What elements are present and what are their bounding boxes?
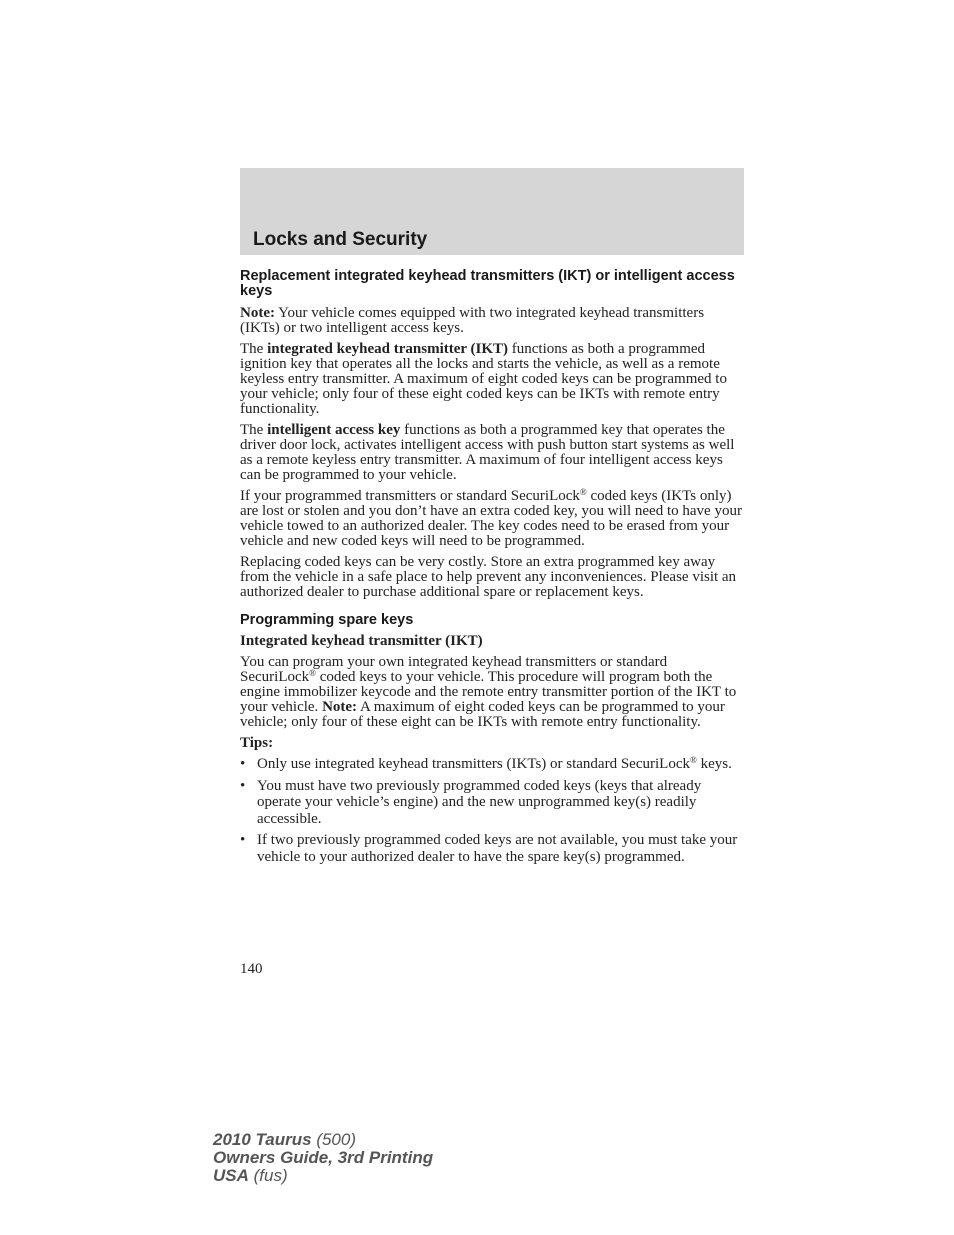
footer-line-printing: Owners Guide, 3rd Printing (213, 1148, 434, 1167)
registered-mark: ® (689, 755, 697, 765)
paragraph-lost-keys (240, 489, 746, 549)
subheading-text: Integrated keyhead transmitter (IKT) (240, 633, 483, 649)
paragraph-text: coded keys (IKTs only) are lost or stolen and you don’t have an extra coded key, you will need to have your vehicle towed to an authorized dealer. The key codes need to be erased from your vehicle and new coded keys will need to be programmed. (240, 488, 742, 549)
paragraph-text: A maximum of eight coded keys can be programmed to your vehicle; only four of these eight can be IKTs with remote entry functionality. (240, 699, 725, 730)
paragraph-intelligent-access (240, 423, 746, 483)
footer-line-market (213, 1167, 433, 1185)
footer-model-code: (500) (311, 1130, 357, 1149)
list-item (240, 832, 746, 865)
paragraph-text: functions as both a programmed key that operates the driver door lock, activates intelligent access with push button start systems as well as a remote keyless entry transmitter. A maximum of four intelligent access keys can be programmed to your vehicle. (240, 422, 735, 483)
section-title: Locks and Security (253, 229, 428, 250)
footer-market: USA (213, 1166, 249, 1185)
footer-line-model (213, 1131, 433, 1149)
paragraph-text: You can program your own integrated keyhead transmitters or standard SecuriLock (240, 654, 668, 685)
tips-list (240, 756, 746, 865)
tip-text: If two previously programmed coded keys are not available, you must take your vehicle to your authorized dealer to have the spare key(s) programmed. (257, 832, 738, 865)
tip-text: keys. (696, 756, 732, 772)
ikt-subheading (240, 634, 746, 649)
paragraph-replacing-keys: Replacing coded keys can be very costly. Store an extra programmed key away from the vehicle in a safe place to help prevent any inconveniences. Please visit an authorized dealer to purchase additional spare or replacement keys. (240, 554, 737, 600)
programming-spare-keys-heading: Programming spare keys (240, 612, 414, 628)
footer-model: 2010 Taurus (213, 1130, 312, 1149)
bold-term: intelligent access key (267, 422, 401, 438)
section-header-band (240, 168, 744, 255)
paragraph-text: coded keys to your vehicle. This procedure will program both the engine immobilizer keycode and the remote entry transmitter portion of the IKT to your vehicle. (240, 669, 737, 715)
paragraph-text: If your programmed transmitters or standard SecuriLock (240, 488, 580, 504)
tip-text: Only use integrated keyhead transmitters (IKTs) or standard SecuriLock (257, 756, 690, 772)
page-content (240, 269, 746, 870)
bullet: • (240, 756, 246, 772)
paragraph-note-keys (240, 306, 746, 336)
paragraph-text: functions as both a programmed ignition key that operates all the locks and starts the vehicle, as well as a remote keyless entry transmitter. A maximum of eight coded keys can be programmed to your vehicle; only four of these eight coded keys can be IKTs with remote entry functionality. (240, 341, 727, 417)
registered-mark: ® (309, 668, 316, 678)
bullet: • (240, 832, 246, 848)
list-item (240, 778, 746, 828)
paragraph-ikt (240, 342, 746, 417)
tips-label: Tips: (240, 735, 274, 751)
paragraph-text: Your vehicle comes equipped with two integrated keyhead transmitters (IKTs) or two intelligent access keys. (240, 305, 705, 336)
footer-market-code: (fus) (248, 1166, 288, 1185)
bold-term: integrated keyhead transmitter (IKT) (267, 341, 509, 357)
paragraph-text: The (240, 341, 268, 357)
tip-text: You must have two previously programmed coded keys (keys that already operate your vehicle’s engine) and the new unprogrammed key(s) readily accessible. (257, 777, 702, 827)
paragraph-program-own-keys (240, 655, 746, 730)
paragraph-text: The (240, 422, 268, 438)
registered-mark: ® (579, 487, 587, 497)
list-item (240, 756, 746, 773)
bullet: • (240, 777, 246, 794)
note-label: Note: (240, 305, 275, 321)
note-label: Note: (322, 699, 358, 715)
document-footer (213, 1131, 433, 1185)
page-number: 140 (240, 961, 263, 977)
replacement-keys-heading: Replacement integrated keyhead transmitters (IKT) or intelligent access keys (240, 268, 735, 299)
